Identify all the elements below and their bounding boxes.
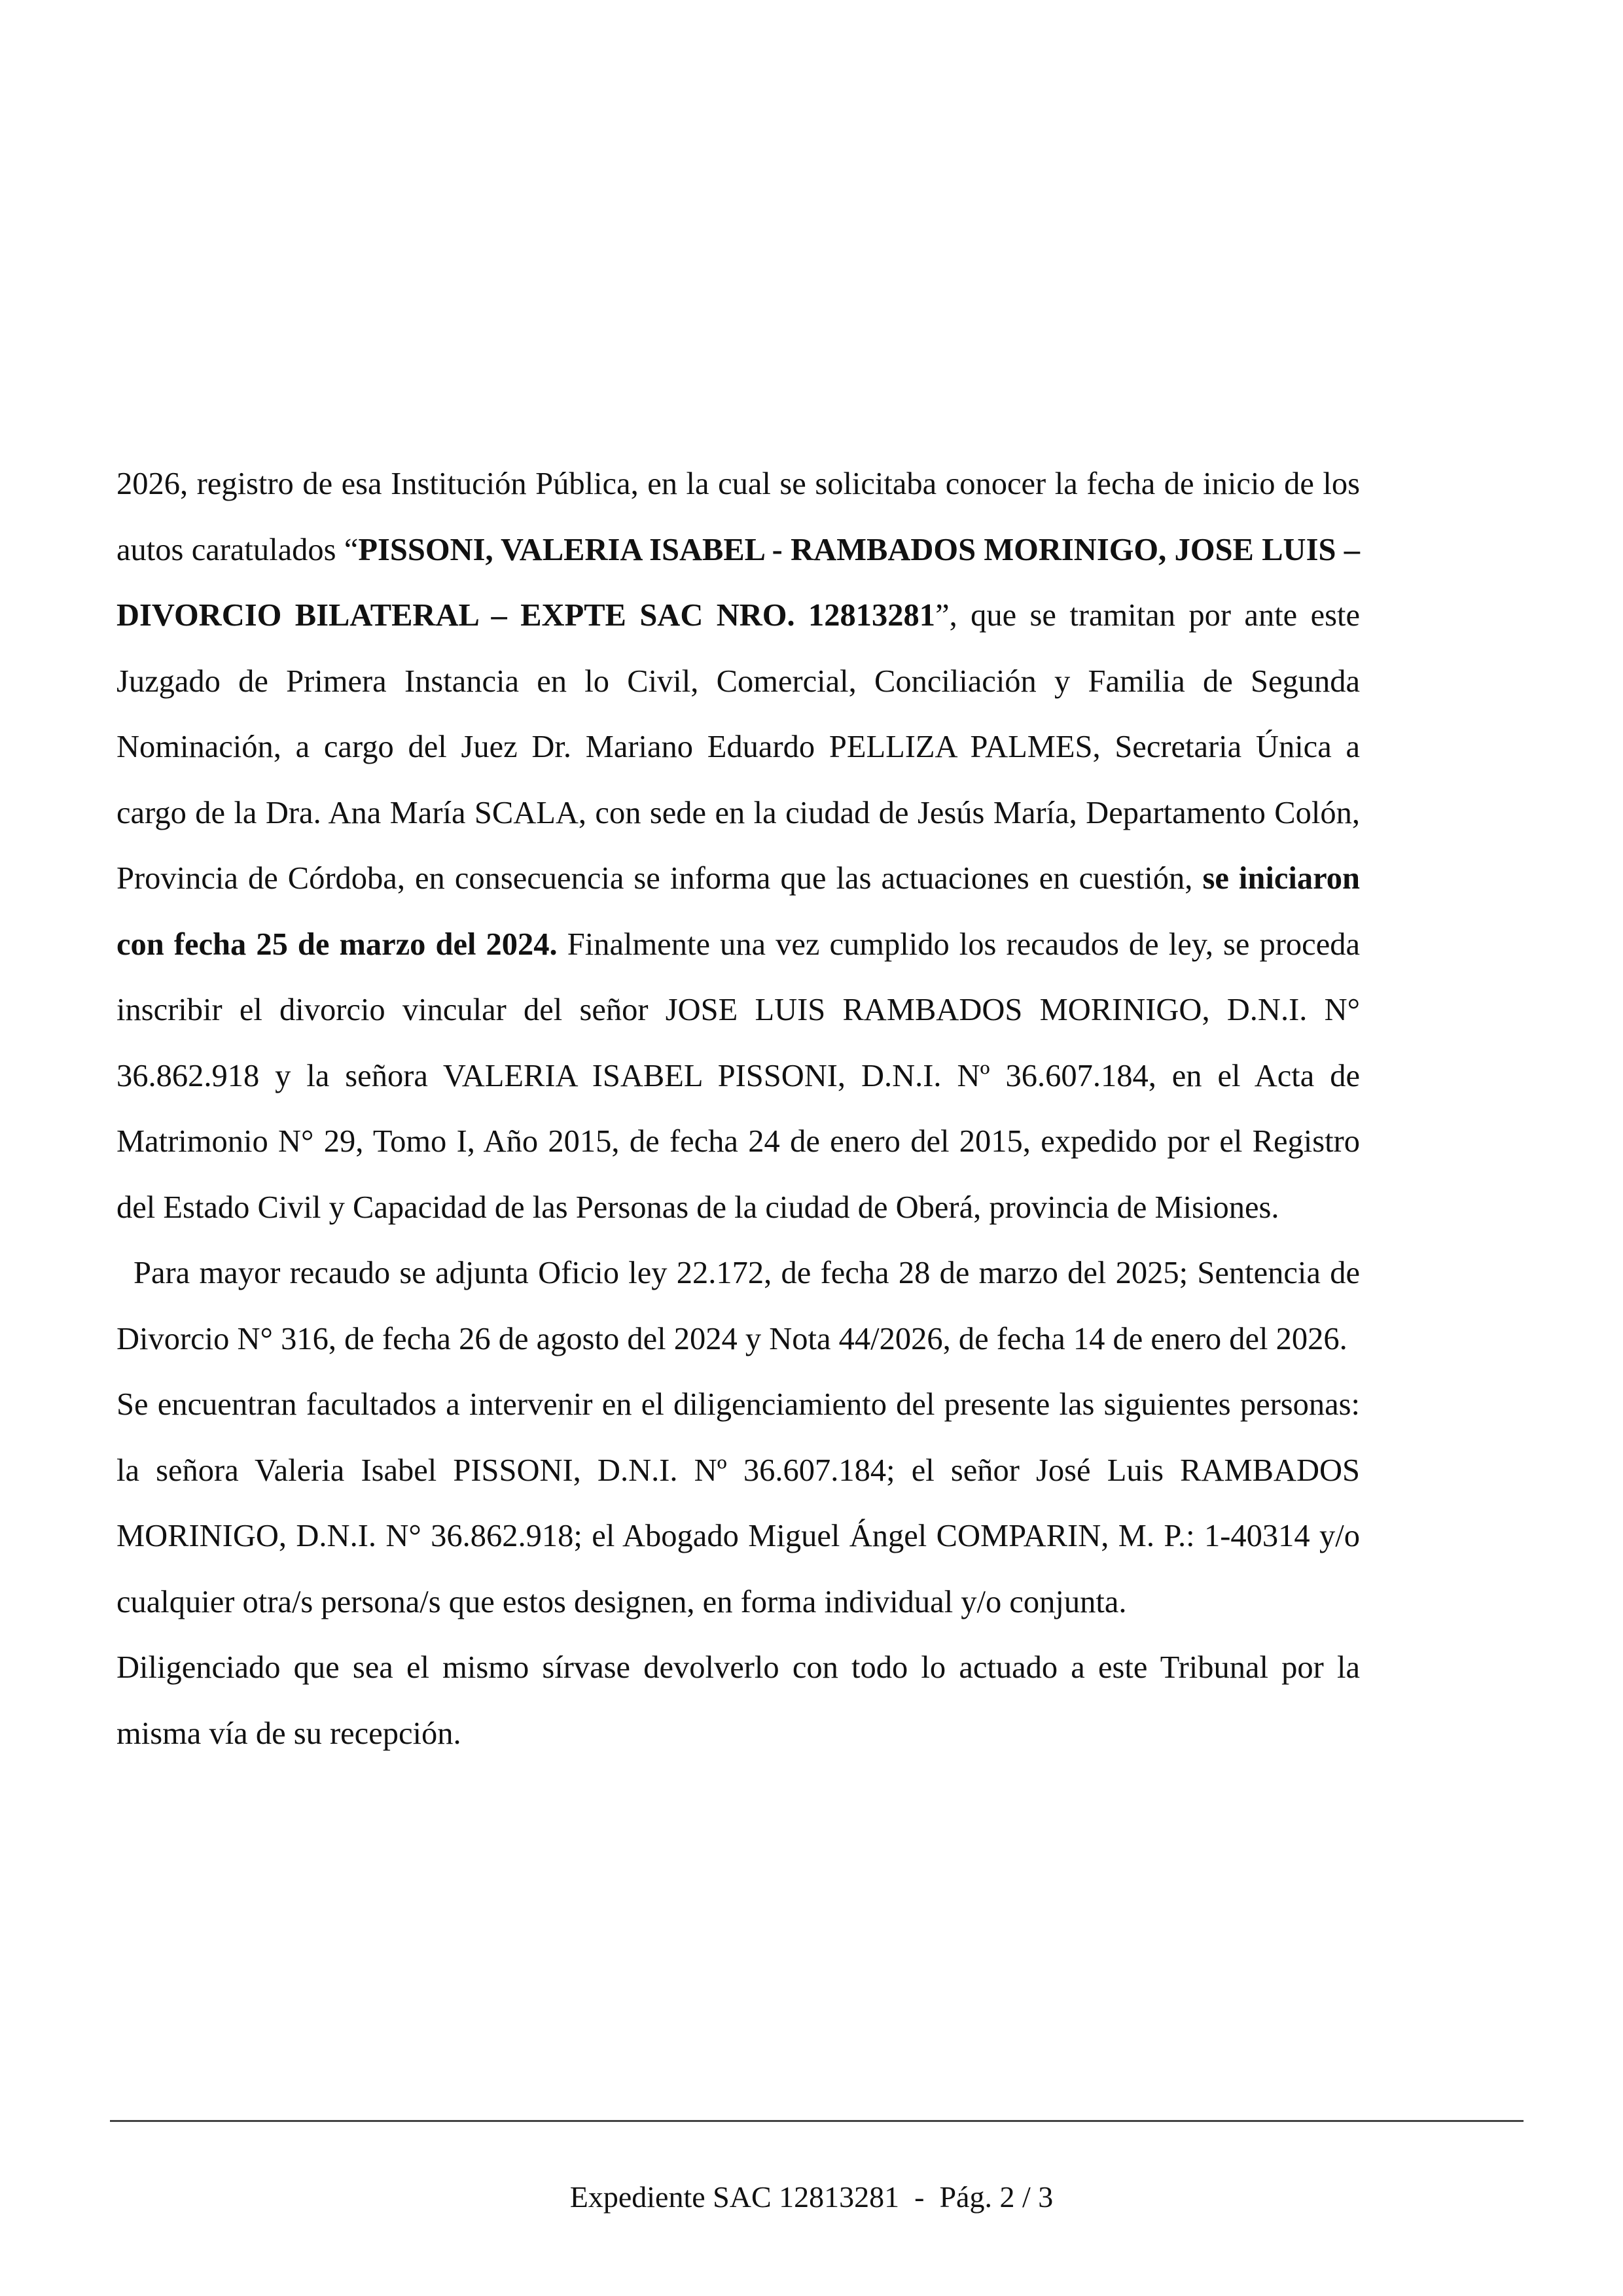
paragraph-attachments: Para mayor recaudo se adjunta Oficio ley 22.172, de fecha 28 de marzo del 2025; Sentencia de Divorcio N° 316, de fecha 26 de agosto del 2024 y Nota 44/2026, de fecha 14 de enero del 2026. xyxy=(116,1256,1360,1356)
document-body xyxy=(116,451,1360,1767)
paragraph-return-instructions: Diligenciado que sea el mismo sírvase devolverlo con todo lo actuado a este Tribunal por la misma vía de su recepción. xyxy=(116,1650,1360,1751)
page-footer: Expediente SAC 12813281 - Pág. 2 / 3 xyxy=(569,2180,1054,2214)
paragraph-court-report xyxy=(116,451,1360,1241)
paragraph-intro: 2026, registro de esa Institución Pública, en la cual se solicitaba conocer la fecha de inicio de los autos caratulados “ xyxy=(116,467,1360,567)
footer-divider xyxy=(110,2120,1524,2122)
divorce-registration-request: Finalmente una vez cumplido los recaudos de ley, se proceda inscribir el divorcio vincular del señor JOSE LUIS RAMBADOS MORINIGO, D.N.I. N° 36.862.918 y la señora VALERIA ISABEL PISSONI, D.N.I. Nº 36.607.184, en el Acta de Matrimonio N° 29, Tomo I, Año 2015, de fecha 24 de enero del 2015, expedido por el Registro del Estado Civil y Capacidad de las Personas de la ciudad de Oberá, provincia de Misiones. xyxy=(116,927,1361,1225)
start-date-statement: se iniciaron con fecha 25 de marzo del 2024. xyxy=(116,861,1360,962)
paragraph-authorized-persons: Se encuentran facultados a intervenir en el diligenciamiento del presente las siguientes personas: la señora Valeria Isabel PISSONI, D.N.I. Nº 36.607.184; el señor José Luis RAMBADOS MORINIGO, D.N.I. N° 36.862.918; el Abogado Miguel Ángel COMPARIN, M. P.: 1-40314 y/o cualquier otra/s persona/s que estos designen, en forma individual y/o conjunta. xyxy=(116,1387,1360,1619)
court-description: ”, que se tramitan por ante este Juzgado de Primera Instancia en lo Civil, Comercial, Conciliación y Familia de Segunda Nominación, a cargo del Juez Dr. Mariano Eduardo PELLIZA PALMES, Secretaria Única a cargo de la Dra. Ana María SCALA, con sede en la ciudad de Jesús María, Departamento Colón, Provincia de Córdoba, en consecuencia se informa que las actuaciones en cuestión, xyxy=(116,598,1361,896)
case-title: PISSONI, VALERIA ISABEL - RAMBADOS MORINIGO, JOSE LUIS – DIVORCIO BILATERAL – EXPTE SAC NRO. 12813281 xyxy=(116,532,1361,633)
